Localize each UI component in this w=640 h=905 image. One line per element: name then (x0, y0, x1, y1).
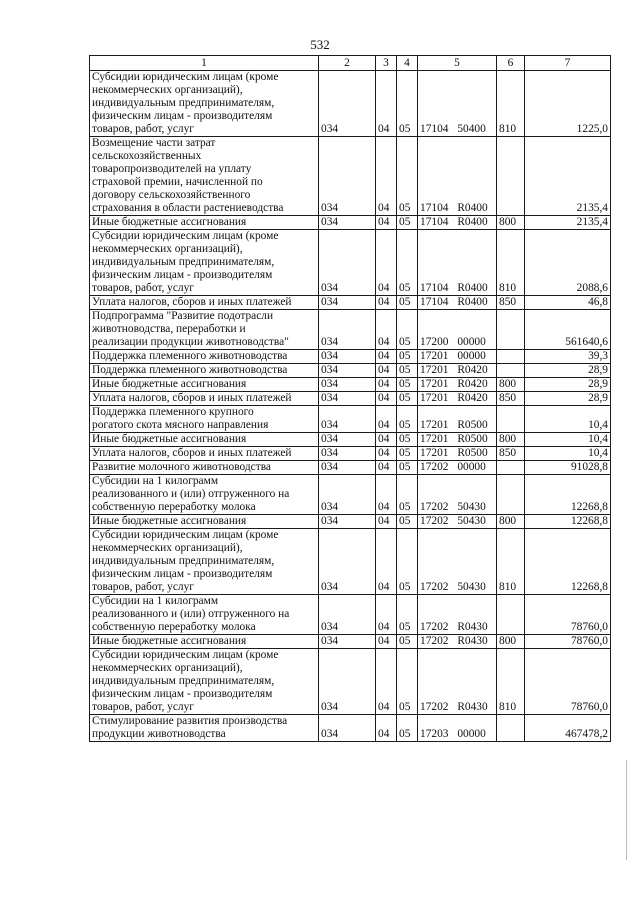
cell-section: 04 (376, 635, 397, 649)
cell-admin-code: 034 (319, 71, 376, 137)
cell-section: 04 (376, 433, 397, 447)
margin-scan-mark (626, 760, 627, 860)
cell-subsection: 05 (397, 529, 418, 595)
table-row (90, 364, 611, 378)
cell-subsection: 05 (397, 230, 418, 296)
cell-section: 04 (376, 649, 397, 715)
cell-amount: 10,4 (525, 406, 611, 433)
cell-target-code: 17104 R0400 (418, 230, 497, 296)
cell-name: Поддержка племенного животноводства (90, 350, 319, 364)
col-header-target: 5 (418, 56, 497, 71)
table-row (90, 296, 611, 310)
cell-admin-code: 034 (319, 595, 376, 635)
cell-target-code: 17202 50430 (418, 475, 497, 515)
cell-expense-type: 810 (497, 529, 525, 595)
cell-admin-code: 034 (319, 230, 376, 296)
cell-amount: 28,9 (525, 392, 611, 406)
cell-name: Субсидии на 1 килограмм реализованного и (или) отгруженного на собственную переработку молока (90, 595, 319, 635)
cell-section: 04 (376, 515, 397, 529)
cell-expense-type (497, 364, 525, 378)
col-header-admin: 2 (319, 56, 376, 71)
cell-amount: 12268,8 (525, 515, 611, 529)
cell-amount: 10,4 (525, 447, 611, 461)
cell-admin-code: 034 (319, 310, 376, 350)
table-row (90, 715, 611, 742)
cell-expense-type (497, 595, 525, 635)
cell-section: 04 (376, 595, 397, 635)
cell-target-code: 17202 R0430 (418, 635, 497, 649)
cell-amount: 2135,4 (525, 137, 611, 216)
cell-name: Поддержка племенного животноводства (90, 364, 319, 378)
cell-amount: 46,8 (525, 296, 611, 310)
cell-expense-type: 850 (497, 296, 525, 310)
cell-name: Иные бюджетные ассигнования (90, 433, 319, 447)
cell-expense-type (497, 461, 525, 475)
cell-admin-code: 034 (319, 216, 376, 230)
cell-subsection: 05 (397, 71, 418, 137)
cell-expense-type: 800 (497, 635, 525, 649)
cell-name: Субсидии юридическим лицам (кроме некоммерческих организаций), индивидуальным предпринимателям, физическим лицам - производителям товаров, работ, услуг (90, 649, 319, 715)
cell-subsection: 05 (397, 350, 418, 364)
table-row (90, 433, 611, 447)
table-row (90, 447, 611, 461)
cell-section: 04 (376, 475, 397, 515)
cell-amount: 78760,0 (525, 595, 611, 635)
cell-amount: 1225,0 (525, 71, 611, 137)
cell-name: Развитие молочного животноводства (90, 461, 319, 475)
cell-subsection: 05 (397, 515, 418, 529)
cell-name: Иные бюджетные ассигнования (90, 635, 319, 649)
cell-subsection: 05 (397, 216, 418, 230)
cell-subsection: 05 (397, 447, 418, 461)
cell-name: Иные бюджетные ассигнования (90, 378, 319, 392)
cell-amount: 12268,8 (525, 529, 611, 595)
cell-name: Уплата налогов, сборов и иных платежей (90, 447, 319, 461)
cell-admin-code: 034 (319, 447, 376, 461)
cell-target-code: 17201 R0420 (418, 364, 497, 378)
cell-target-code: 17104 R0400 (418, 137, 497, 216)
cell-section: 04 (376, 461, 397, 475)
cell-section: 04 (376, 296, 397, 310)
cell-amount: 2088,6 (525, 230, 611, 296)
cell-subsection: 05 (397, 649, 418, 715)
cell-expense-type: 800 (497, 216, 525, 230)
cell-admin-code: 034 (319, 378, 376, 392)
cell-admin-code: 034 (319, 137, 376, 216)
cell-subsection: 05 (397, 433, 418, 447)
col-header-section: 3 (376, 56, 397, 71)
cell-target-code: 17201 R0500 (418, 447, 497, 461)
cell-admin-code: 034 (319, 296, 376, 310)
table-body (90, 71, 611, 742)
cell-name: Возмещение части затрат сельскохозяйственных товаропроизводителей на уплату страховой премии, начисленной по договору сельскохозяйственного страхования в области растениеводства (90, 137, 319, 216)
cell-amount: 78760,0 (525, 649, 611, 715)
cell-subsection: 05 (397, 635, 418, 649)
table-row (90, 137, 611, 216)
cell-admin-code: 034 (319, 529, 376, 595)
cell-section: 04 (376, 350, 397, 364)
cell-expense-type (497, 475, 525, 515)
cell-name: Уплата налогов, сборов и иных платежей (90, 296, 319, 310)
cell-target-code: 17201 R0420 (418, 378, 497, 392)
cell-subsection: 05 (397, 475, 418, 515)
cell-section: 04 (376, 137, 397, 216)
cell-amount: 2135,4 (525, 216, 611, 230)
cell-name: Субсидии юридическим лицам (кроме некоммерческих организаций), индивидуальным предпринимателям, физическим лицам - производителям товаров, работ, услуг (90, 71, 319, 137)
table-row (90, 529, 611, 595)
cell-admin-code: 034 (319, 433, 376, 447)
cell-section: 04 (376, 378, 397, 392)
cell-expense-type: 850 (497, 447, 525, 461)
cell-name: Субсидии на 1 килограмм реализованного и (или) отгруженного на собственную переработку молока (90, 475, 319, 515)
cell-section: 04 (376, 529, 397, 595)
cell-amount: 12268,8 (525, 475, 611, 515)
budget-table (89, 55, 611, 742)
cell-expense-type: 850 (497, 392, 525, 406)
cell-name: Поддержка племенного крупного рогатого скота мясного направления (90, 406, 319, 433)
cell-target-code: 17200 00000 (418, 310, 497, 350)
cell-admin-code: 034 (319, 350, 376, 364)
cell-expense-type: 800 (497, 515, 525, 529)
cell-expense-type (497, 310, 525, 350)
cell-subsection: 05 (397, 296, 418, 310)
cell-section: 04 (376, 406, 397, 433)
table-row (90, 406, 611, 433)
cell-subsection: 05 (397, 406, 418, 433)
cell-admin-code: 034 (319, 475, 376, 515)
cell-name: Подпрограмма "Развитие подотрасли животноводства, переработки и реализации продукции животноводства" (90, 310, 319, 350)
cell-amount: 91028,8 (525, 461, 611, 475)
cell-target-code: 17202 R0430 (418, 649, 497, 715)
col-header-name: 1 (90, 56, 319, 71)
table-row (90, 230, 611, 296)
cell-section: 04 (376, 715, 397, 742)
cell-section: 04 (376, 310, 397, 350)
cell-admin-code: 034 (319, 392, 376, 406)
cell-section: 04 (376, 447, 397, 461)
cell-admin-code: 034 (319, 461, 376, 475)
cell-amount: 39,3 (525, 350, 611, 364)
cell-admin-code: 034 (319, 635, 376, 649)
cell-target-code: 17201 R0500 (418, 406, 497, 433)
cell-name: Стимулирование развития производства продукции животноводства (90, 715, 319, 742)
table-row (90, 475, 611, 515)
cell-section: 04 (376, 216, 397, 230)
cell-amount: 561640,6 (525, 310, 611, 350)
cell-amount: 10,4 (525, 433, 611, 447)
cell-name: Уплата налогов, сборов и иных платежей (90, 392, 319, 406)
cell-expense-type: 810 (497, 230, 525, 296)
cell-target-code: 17201 00000 (418, 350, 497, 364)
cell-expense-type (497, 715, 525, 742)
cell-admin-code: 034 (319, 406, 376, 433)
col-header-type: 6 (497, 56, 525, 71)
table-row (90, 216, 611, 230)
cell-admin-code: 034 (319, 649, 376, 715)
cell-subsection: 05 (397, 461, 418, 475)
cell-section: 04 (376, 364, 397, 378)
cell-expense-type (497, 406, 525, 433)
table-row (90, 595, 611, 635)
cell-target-code: 17202 00000 (418, 461, 497, 475)
table-row (90, 515, 611, 529)
cell-target-code: 17203 00000 (418, 715, 497, 742)
col-header-amount: 7 (525, 56, 611, 71)
cell-expense-type: 800 (497, 433, 525, 447)
cell-section: 04 (376, 230, 397, 296)
cell-name: Субсидии юридическим лицам (кроме некоммерческих организаций), индивидуальным предпринимателям, физическим лицам - производителям товаров, работ, услуг (90, 230, 319, 296)
cell-expense-type: 810 (497, 649, 525, 715)
cell-amount: 28,9 (525, 364, 611, 378)
cell-subsection: 05 (397, 137, 418, 216)
cell-section: 04 (376, 71, 397, 137)
page-number: 532 (310, 37, 330, 52)
cell-subsection: 05 (397, 715, 418, 742)
cell-admin-code: 034 (319, 364, 376, 378)
cell-name: Субсидии юридическим лицам (кроме некоммерческих организаций), индивидуальным предпринимателям, физическим лицам - производителям товаров, работ, услуг (90, 529, 319, 595)
table-row (90, 635, 611, 649)
header-row (90, 56, 611, 71)
cell-target-code: 17104 50400 (418, 71, 497, 137)
cell-target-code: 17202 R0430 (418, 595, 497, 635)
cell-admin-code: 034 (319, 515, 376, 529)
table-row (90, 71, 611, 137)
table-row (90, 310, 611, 350)
cell-name: Иные бюджетные ассигнования (90, 216, 319, 230)
cell-expense-type: 810 (497, 71, 525, 137)
cell-amount: 28,9 (525, 378, 611, 392)
cell-name: Иные бюджетные ассигнования (90, 515, 319, 529)
cell-expense-type (497, 137, 525, 216)
cell-target-code: 17202 50430 (418, 515, 497, 529)
cell-amount: 467478,2 (525, 715, 611, 742)
table-row (90, 378, 611, 392)
cell-expense-type: 800 (497, 378, 525, 392)
cell-expense-type (497, 350, 525, 364)
cell-subsection: 05 (397, 392, 418, 406)
cell-subsection: 05 (397, 595, 418, 635)
table-row (90, 392, 611, 406)
cell-amount: 78760,0 (525, 635, 611, 649)
cell-target-code: 17104 R0400 (418, 296, 497, 310)
table-row (90, 350, 611, 364)
cell-subsection: 05 (397, 310, 418, 350)
cell-target-code: 17201 R0500 (418, 433, 497, 447)
table-row (90, 461, 611, 475)
cell-subsection: 05 (397, 378, 418, 392)
cell-section: 04 (376, 392, 397, 406)
cell-subsection: 05 (397, 364, 418, 378)
cell-admin-code: 034 (319, 715, 376, 742)
col-header-subsection: 4 (397, 56, 418, 71)
table-row (90, 649, 611, 715)
cell-target-code: 17202 50430 (418, 529, 497, 595)
cell-target-code: 17104 R0400 (418, 216, 497, 230)
cell-target-code: 17201 R0420 (418, 392, 497, 406)
